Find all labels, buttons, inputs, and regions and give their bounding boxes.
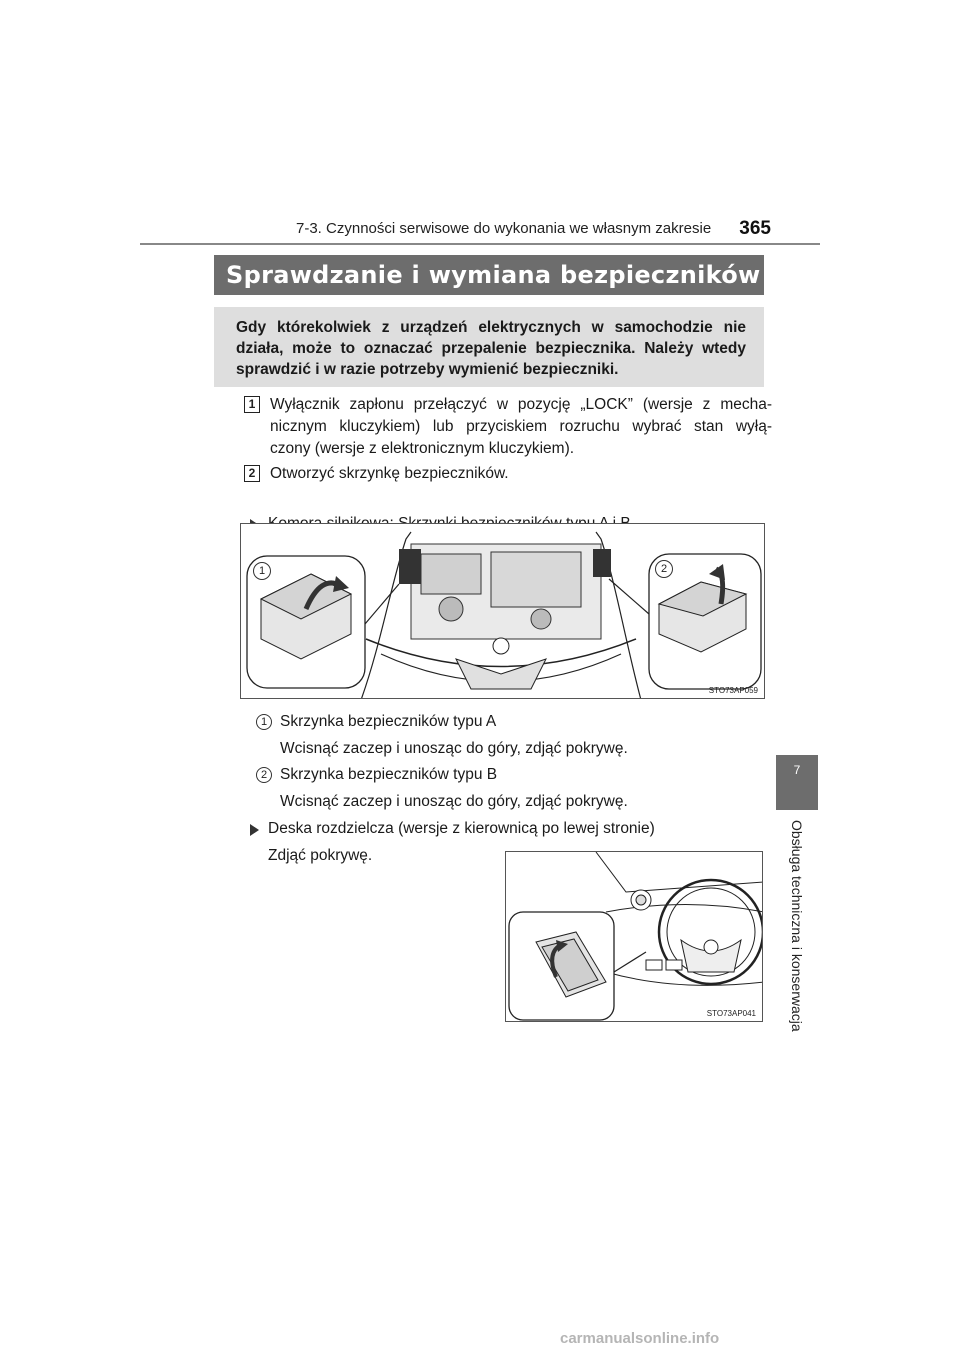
step-1-text (270, 394, 772, 460)
dashboard-instruction: Zdjąć pokrywę. (268, 847, 373, 864)
step-1-line-3: czony (wersje z elektronicznym kluczykiem). (270, 440, 575, 457)
title-bar (214, 255, 764, 295)
dashboard-figure (505, 851, 763, 1022)
intro-text: Gdy którekolwiek z urządzeń elektrycznych w samochodzie nie działa, może to oznaczać przepalenie bezpiecznika. Należy wtedy sprawdzić i w razie potrzeby wymienić bezpieczniki. (236, 319, 746, 378)
item-1-title: Skrzynka bezpieczników typu A (280, 713, 497, 730)
page-number: 365 (739, 218, 771, 239)
chapter-tab (776, 755, 818, 810)
step-1-line-1: Wyłącznik zapłonu przełączyć w pozycję „LOCK” (wersje z mecha- (270, 396, 772, 413)
item-2-desc: Wcisnąć zaczep i unosząc do góry, zdjąć pokrywę. (280, 793, 628, 810)
item-2-title: Skrzynka bezpieczników typu B (280, 766, 498, 783)
header-rule (140, 243, 820, 245)
item-1-number: 1 (256, 714, 272, 730)
running-header (296, 218, 776, 240)
dashboard-figure-code: STO73AP041 (706, 1009, 756, 1018)
chapter-label-text: Obsługa techniczna i konserwacja (789, 820, 805, 1032)
intro-box (214, 307, 764, 387)
bullet-arrow-icon (250, 824, 259, 836)
engine-illustration (241, 524, 765, 699)
step-number-2: 2 (244, 465, 260, 482)
chapter-label (776, 820, 818, 1050)
watermark: carmanualsonline.info (560, 1330, 720, 1347)
dashboard-bullet-text: Deska rozdzielcza (wersje z kierownicą po lewej stronie) (268, 820, 655, 837)
callout-1: 1 (253, 562, 271, 580)
callout-2: 2 (655, 560, 673, 578)
page-title: Sprawdzanie i wymiana bezpieczników (226, 261, 761, 289)
engine-figure-code: STO73AP059 (708, 686, 758, 695)
dashboard-illustration (506, 852, 763, 1022)
step-1-line-2: nicznym kluczykiem) lub przyciskiem rozruchu wybrać stan wyłą- (270, 418, 772, 435)
engine-figure (240, 523, 765, 699)
section-title: 7-3. Czynności serwisowe do wykonania we własnym zakresie (296, 220, 712, 237)
chapter-number: 7 (793, 763, 801, 777)
step-2-text: Otworzyć skrzynkę bezpieczników. (270, 465, 509, 482)
item-2-number: 2 (256, 767, 272, 783)
step-number-1: 1 (244, 396, 260, 413)
item-1-desc: Wcisnąć zaczep i unosząc do góry, zdjąć pokrywę. (280, 740, 628, 757)
